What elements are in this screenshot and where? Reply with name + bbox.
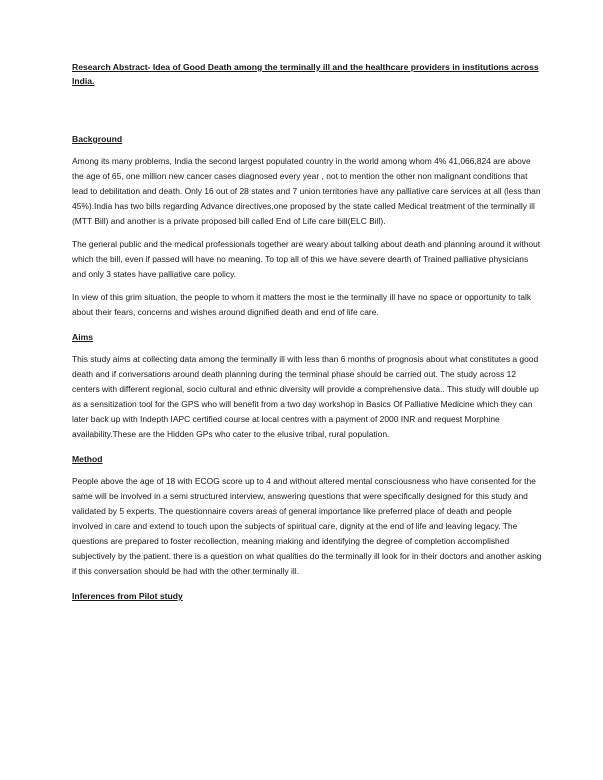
document-page — [72, 60, 542, 611]
method-paragraph-1: People above the age of 18 with ECOG score up to 4 and without altered mental consciousness who have consented for the same will be involved in a semi structured interview, answering questions that were specifically designed for this study and validated by 5 experts. The questionnaire covers areas of general importance like preferred place of death and people involved in care and extend to touch upon the subjects of spiritual care, dignity at the end of life and leaving legacy. The questions are prepared to foster recollection, meaning making and identifying the degree of completion accomplished subjectively by the patient. there is a question on what qualities do the terminally ill look for in their doctors and another asking if this conversation should be had with the other terminally ill. — [72, 476, 542, 576]
section-inferences — [72, 589, 542, 603]
background-paragraph-2: The general public and the medical professionals together are weary about talking about death and planning around it without which the bill, even if passed will have no meaning. To top all of this we have severe dearth of Trained palliative physicians and only 3 states have palliative care policy. — [72, 239, 541, 279]
section-heading-method: Method — [72, 454, 103, 464]
section-method — [72, 452, 542, 579]
section-heading-background: Background — [72, 134, 123, 144]
section-heading-inferences: Inferences from Pilot study — [72, 591, 183, 601]
section-aims — [72, 330, 542, 442]
document-title: Research Abstract- Idea of Good Death among the terminally ill and the healthcare providers in institutions across India. — [72, 62, 539, 86]
background-paragraph-1: Among its many problems, India the second largest populated country in the world among whom 4% 41,066,824 are above the age of 65, one million new cancer cases diagnosed every year , not to mention the other non malignant conditions that lead to debilitation and death. Only 16 out of 28 states and 7 union territories have any palliative care services at all (less than 45%).India has two bills regarding Advance directives,one proposed by the state called Medical treatment of the terminally ill (MTT Bill) and another is a private proposed bill called End of Life care bill(ELC Bill). — [72, 156, 541, 226]
aims-paragraph-1: This study aims at collecting data among the terminally ill with less than 6 months of prognosis about what constitutes a good death and if conversations around death planning during the terminal phase should be carried out. The study across 12 centers with different regional, socio cultural and ethnic diversity will provide a comprehensive data.. This study will double up as a sensitization tool for the GPS who will benefit from a two day workshop in Basics Of Palliative Medicine which they can later back up with Indepth IAPC certified course at local centres with a payment of 2000 INR and request Morphine availability.These are the Hidden GPs who cater to the elusive tribal, rural population. — [72, 354, 539, 439]
section-background — [72, 132, 542, 320]
background-paragraph-3: In view of this grim situation, the people to whom it matters the most ie the terminally ill have no space or opportunity to talk about their fears, concerns and wishes around dignified death and end of life care. — [72, 292, 532, 317]
section-heading-aims: Aims — [72, 332, 94, 342]
